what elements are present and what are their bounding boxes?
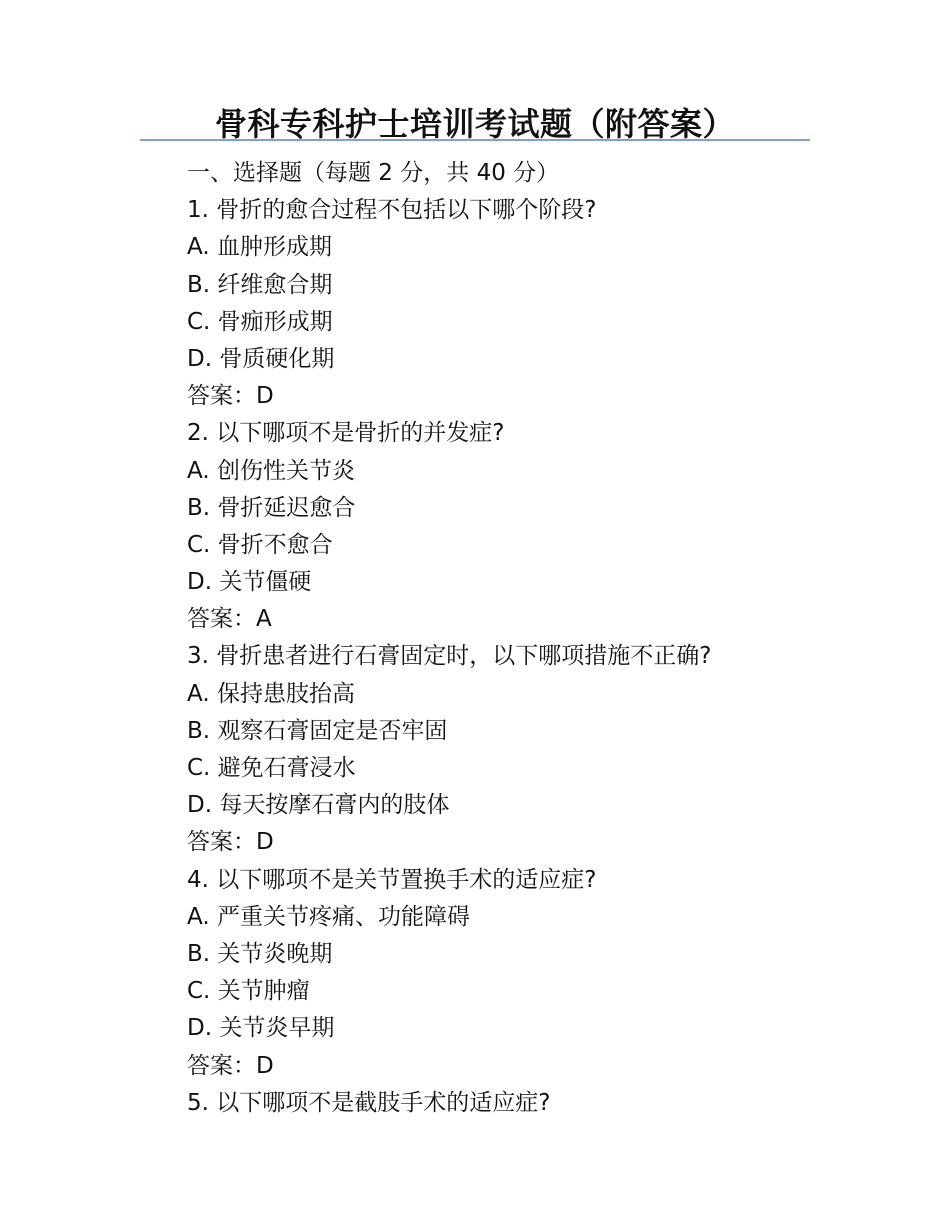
option-b: B. 观察石膏固定是否牢固 (187, 717, 448, 744)
option-d: D. 关节僵硬 (187, 569, 312, 596)
option-c: C. 避免石膏浸水 (187, 755, 356, 781)
option-a: A. 严重关节疼痛、功能障碍 (187, 903, 470, 930)
title-underline (140, 139, 810, 141)
question-block-2 (187, 415, 827, 638)
option-d: D. 关节炎早期 (187, 1015, 335, 1042)
question-text: 2. 以下哪项不是骨折的并发症? (187, 420, 505, 447)
question-block-5 (187, 1085, 827, 1122)
question-text: 1. 骨折的愈合过程不包括以下哪个阶段? (187, 197, 597, 224)
option-a: A. 血肿形成期 (187, 234, 332, 261)
option-d: D. 骨质硬化期 (187, 345, 335, 372)
document-body (187, 155, 827, 1122)
option-b: B. 关节炎晚期 (187, 940, 333, 967)
answer-text: 答案：D (187, 829, 274, 856)
option-b: B. 骨折延迟愈合 (187, 494, 356, 521)
option-b: B. 纤维愈合期 (187, 271, 333, 298)
option-c: C. 骨折不愈合 (187, 531, 333, 558)
section-heading: 一、选择题（每题 2 分，共 40 分） (187, 160, 560, 186)
document-title: 骨科专科护士培训考试题（附答案） (214, 105, 735, 143)
option-d: D. 每天按摩石膏内的肢体 (187, 792, 450, 819)
question-text: 4. 以下哪项不是关节置换手术的适应症? (187, 866, 597, 893)
option-c: C. 骨痂形成期 (187, 308, 333, 335)
answer-text: 答案：D (187, 1052, 274, 1079)
question-block-3 (187, 638, 827, 861)
option-a: A. 创伤性关节炎 (187, 457, 355, 484)
answer-text: 答案：A (187, 606, 272, 633)
question-text: 5. 以下哪项不是截肢手术的适应症? (187, 1089, 551, 1116)
question-text: 3. 骨折患者进行石膏固定时，以下哪项措施不正确? (187, 643, 712, 670)
answer-text: 答案：D (187, 383, 274, 410)
question-block-1 (187, 192, 827, 415)
option-c: C. 关节肿瘤 (187, 978, 310, 1005)
option-a: A. 保持患肢抬高 (187, 680, 355, 707)
question-block-4 (187, 862, 827, 1085)
